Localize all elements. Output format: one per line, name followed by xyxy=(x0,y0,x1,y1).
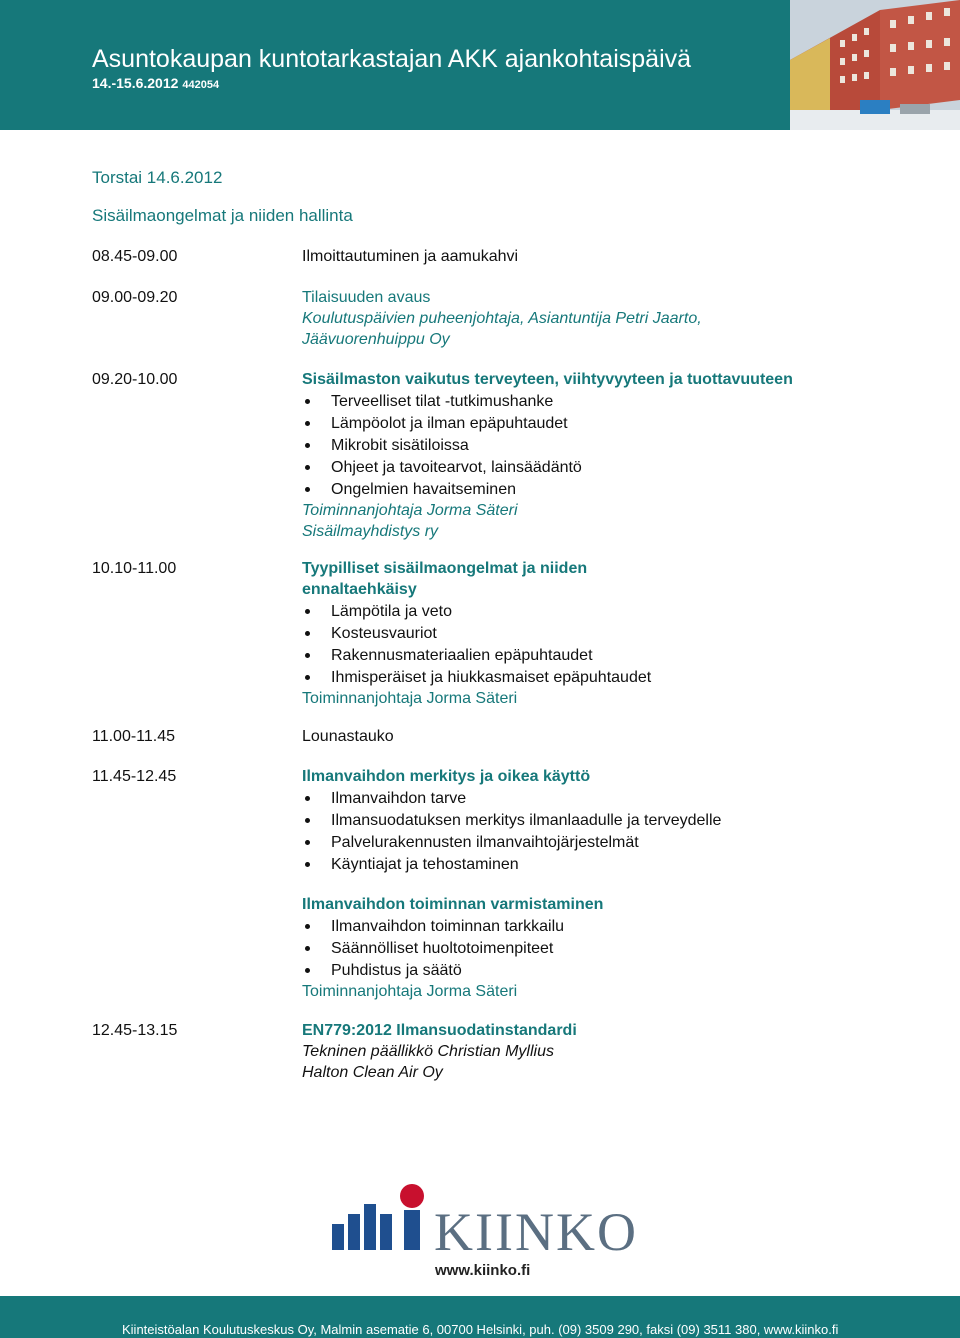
session-time: 12.45-13.15 xyxy=(92,1022,178,1039)
session-title: Ilmanvaihdon merkitys ja oikea käyttö xyxy=(302,768,591,785)
logo-wordmark: KIINKO xyxy=(434,1202,638,1262)
session-content xyxy=(302,726,394,747)
theme-heading: Sisäilmaongelmat ja niiden hallinta xyxy=(92,206,353,225)
event-dates xyxy=(92,75,219,91)
session-speaker: Koulutuspäivien puheenjohtaja, Asiantuntija Petri Jaarto, xyxy=(302,310,702,327)
bullet-item: Kosteusvauriot xyxy=(302,623,651,644)
bullet-item: Lämpöolot ja ilman epäpuhtaudet xyxy=(302,413,793,434)
session-title: Tyypilliset sisäilmaongelmat ja niiden xyxy=(302,560,588,577)
session-subtitle: Ilmanvaihdon toiminnan varmistaminen xyxy=(302,896,604,913)
page-title: Asuntokaupan kuntotarkastajan AKK ajankohtaispäivä xyxy=(92,45,692,73)
session-time: 11.00-11.45 xyxy=(92,728,176,745)
bullet-item: Mikrobit sisätiloissa xyxy=(302,435,793,456)
session-time: 08.45-09.00 xyxy=(92,248,178,265)
bullet-item: Ihmisperäiset ja hiukkasmaiset epäpuhtaudet xyxy=(302,667,651,688)
event-code: 442054 xyxy=(182,79,220,91)
session-content xyxy=(302,287,702,350)
session-content xyxy=(302,766,721,1002)
session-title: Sisäilmaston vaikutus terveyteen, viihtyvyyteen ja tuottavuuteen xyxy=(302,371,793,388)
session-content xyxy=(302,246,518,267)
bullet-item: Ilmanvaihdon tarve xyxy=(302,788,721,809)
session-title: Lounastauko xyxy=(302,728,394,745)
session-content xyxy=(302,1020,577,1083)
bullet-item: Rakennusmateriaalien epäpuhtaudet xyxy=(302,645,651,666)
session-organization: Jäävuorenhuippu Oy xyxy=(302,331,450,348)
bullet-item: Lämpötila ja veto xyxy=(302,601,651,622)
bullet-item: Käyntiajat ja tehostaminen xyxy=(302,854,721,875)
session-speaker: Tekninen päällikkö Christian Myllius xyxy=(302,1043,554,1060)
session-time: 10.10-11.00 xyxy=(92,560,177,577)
bullet-item: Ohjeet ja tavoitearvot, lainsäädäntö xyxy=(302,457,793,478)
bullet-item: Ilmansuodatuksen merkitys ilmanlaadulle ja terveydelle xyxy=(302,810,721,831)
session-content xyxy=(302,369,793,542)
event-dates-text: 14.-15.6.2012 xyxy=(92,75,179,91)
session-title: Tilaisuuden avaus xyxy=(302,289,431,306)
session-time: 11.45-12.45 xyxy=(92,768,177,785)
session-time: 09.00-09.20 xyxy=(92,289,178,306)
bullet-item: Säännölliset huoltotoimenpiteet xyxy=(302,938,721,959)
session-speaker: Toiminnanjohtaja Jorma Säteri xyxy=(302,983,518,1000)
bullet-item: Ongelmien havaitseminen xyxy=(302,479,793,500)
session-content xyxy=(302,558,651,709)
bullet-item: Palvelurakennusten ilmanvaihtojärjestelmät xyxy=(302,832,721,853)
day-heading: Torstai 14.6.2012 xyxy=(92,168,223,187)
session-speaker: Toiminnanjohtaja Jorma Säteri xyxy=(302,690,518,707)
bullet-item: Puhdistus ja säätö xyxy=(302,960,721,981)
session-title: EN779:2012 Ilmansuodatinstandardi xyxy=(302,1022,577,1039)
session-speaker: Toiminnanjohtaja Jorma Säteri xyxy=(302,502,518,519)
session-organization: Halton Clean Air Oy xyxy=(302,1064,443,1081)
logo-url: www.kiinko.fi xyxy=(435,1262,531,1279)
session-title-cont: ennaltaehkäisy xyxy=(302,581,417,598)
building-photo xyxy=(790,0,960,130)
bullet-item: Terveelliset tilat -tutkimushanke xyxy=(302,391,793,412)
session-time: 09.20-10.00 xyxy=(92,371,178,388)
bullet-item: Ilmanvaihdon toiminnan tarkkailu xyxy=(302,916,721,937)
session-organization: Sisäilmayhdistys ry xyxy=(302,523,439,540)
session-title: Ilmoittautuminen ja aamukahvi xyxy=(302,248,519,265)
footer-contact: Kiinteistöalan Koulutuskeskus Oy, Malmin asematie 6, 00700 Helsinki, puh. (09) 3509 290, faksi (09) 3511 380, www.kiinko.fi xyxy=(122,1322,839,1337)
